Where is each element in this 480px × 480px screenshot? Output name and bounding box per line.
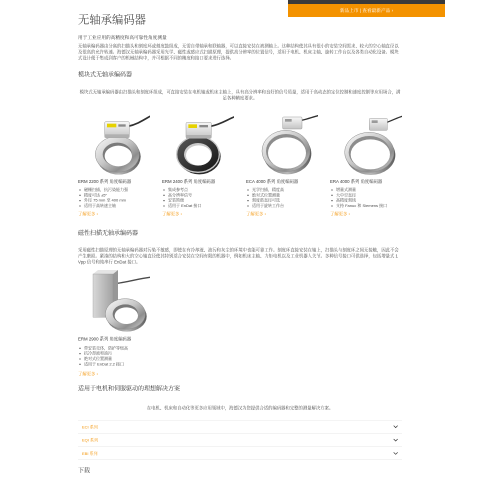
feature-item: • 抗冷却液和油污 bbox=[84, 351, 150, 356]
product-title: ERM 2200 系列 角度编码器 bbox=[77, 178, 132, 184]
section-heading-modular: 模块式无轴承编码器 bbox=[77, 71, 132, 78]
product-image bbox=[78, 115, 150, 175]
product-title: ERA 4000 系列 角度编码器 bbox=[329, 178, 383, 184]
feature-item: • 高精度刻线 bbox=[336, 198, 402, 203]
accordion-label: ECI 系列 bbox=[81, 424, 98, 430]
intro-paragraph: 无轴承编码器由分离的扫描头和刻度环或刻度鼓组成，无需自带轴承和联轴器，可以直接安装在被测轴上。这种结构使其具有很小的安装空间需求、较大的空心轴直径以及很高的允许转速。海德汉无轴承编码器采用光学、磁性或感应式扫描原理，提供高分辨率的位置信号，适用于电机、机床主轴、旋转工作台以及各类自动化设备。模块式设计便于集成到客户的机械结构中，并可根据不同的精度和接口要求进行选择。 bbox=[77, 43, 399, 61]
feature-item: • 光学扫描，精度高 bbox=[252, 187, 318, 192]
product-title: ERM 2900 系列 角度编码器 bbox=[77, 336, 132, 342]
feature-item: • 外径 75 mm 至 400 mm bbox=[84, 198, 150, 203]
section-heading-downloads: 下载 bbox=[77, 466, 90, 474]
feature-item: • 高分辨率信号 bbox=[168, 192, 234, 197]
feature-item: • 安装简便 bbox=[168, 198, 234, 203]
page-subtitle: 用于工业应用的高精度和高可靠性角度测量 bbox=[77, 34, 167, 40]
feature-item: • 绝对式位置测量 bbox=[252, 192, 318, 197]
product-card bbox=[162, 115, 234, 217]
chevron-down-icon bbox=[393, 425, 398, 428]
accordion-label: EBI 系列 bbox=[81, 451, 98, 456]
product-link[interactable]: 了解更多 › bbox=[245, 211, 266, 217]
accordion-label: EQI 系列 bbox=[81, 437, 99, 443]
feature-item: • 适用于 EnDat 2.2 接口 bbox=[84, 361, 150, 366]
promo-banner bbox=[288, 0, 445, 17]
feature-list bbox=[246, 187, 318, 208]
product-card bbox=[78, 269, 150, 377]
feature-item: • 增量式测量 bbox=[336, 187, 402, 192]
feature-item: • 适用于 EnDat 接口 bbox=[168, 203, 234, 208]
promo-button[interactable]: 新品上市 | 查看最新产品 › bbox=[288, 4, 445, 17]
feature-item: • 支持 Fanuc 和 Siemens 接口 bbox=[336, 203, 402, 208]
section-description-modular: 模块式无轴承编码器由扫描头和刻度环组成，可直接安装在电机轴或机床主轴上，具有高分辨率和良好的信号质量，适用于高动态的定位控制和速度控制等应用场合，满足各种精度要求。 bbox=[79, 89, 401, 101]
section-heading-magnetic: 磁性扫描无轴承编码器 bbox=[77, 229, 138, 237]
feature-item: • 集成参考点 bbox=[168, 187, 234, 192]
product-card bbox=[330, 115, 402, 217]
feature-item: • 绝对式位置测量 bbox=[84, 356, 150, 361]
product-link[interactable]: 了解更多 › bbox=[77, 211, 98, 217]
feature-list bbox=[162, 187, 234, 208]
chevron-down-icon bbox=[393, 439, 398, 442]
feature-list bbox=[78, 345, 150, 366]
accordion-item[interactable] bbox=[78, 447, 402, 460]
page-title: 无轴承编码器 bbox=[77, 13, 146, 27]
product-image bbox=[246, 115, 318, 175]
feature-list bbox=[78, 187, 150, 208]
accordion-item[interactable] bbox=[78, 420, 402, 433]
feature-item: • 精度可达 ±5″ bbox=[84, 192, 150, 197]
product-link[interactable]: 了解更多 › bbox=[329, 211, 350, 217]
product-link[interactable]: 了解更多 › bbox=[77, 371, 98, 377]
chevron-down-icon bbox=[393, 452, 398, 455]
feature-item: • 刻度鼓直径可选 bbox=[252, 198, 318, 203]
section-heading-solutions: 适用于电机和伺服驱动的理想解决方案 bbox=[77, 385, 180, 392]
section-description-solutions: 在电机、机床和自动化等更多应用领域中，海德汉为您提供合适的编码器和完整的测量解决方案。 bbox=[146, 405, 334, 411]
feature-item: • 大中空直径 bbox=[336, 192, 402, 197]
product-image bbox=[78, 269, 150, 332]
solutions-accordion bbox=[78, 420, 402, 460]
accordion-item[interactable] bbox=[78, 433, 402, 446]
product-title: ERM 2400 系列 角度编码器 bbox=[161, 178, 216, 184]
feature-item: • 带安装壳体，防护等级高 bbox=[84, 345, 150, 350]
feature-list bbox=[330, 187, 402, 208]
product-link[interactable]: 了解更多 › bbox=[161, 211, 182, 217]
product-image bbox=[330, 115, 402, 175]
product-grid bbox=[78, 115, 402, 217]
product-image bbox=[162, 115, 234, 175]
feature-item: • 磁栅扫描，抗污染能力强 bbox=[84, 187, 150, 192]
product-card bbox=[78, 115, 150, 217]
section-description-magnetic: 采用磁性扫描原理的无轴承编码器对污染不敏感，即使在有冷却液、油污和灰尘的环境中也能可靠工作。刻度环直接安装在轴上，扫描头与刻度环之间无接触，因此不会产生磨损。紧凑的结构和大的空心轴直径使其特别适合安装在空间有限的机器中，例如机床主轴、力矩电机以及工业机器人关节。多种信号接口可供选择，包括增量式 1 Vpp 信号和纯串行 EnDat 接口。 bbox=[77, 247, 399, 265]
feature-item: • 适用于旋转工作台 bbox=[252, 203, 318, 208]
product-title: ECA 4000 系列 角度编码器 bbox=[245, 178, 299, 184]
product-card bbox=[246, 115, 318, 217]
feature-item: • 适用于高转速主轴 bbox=[84, 203, 150, 208]
